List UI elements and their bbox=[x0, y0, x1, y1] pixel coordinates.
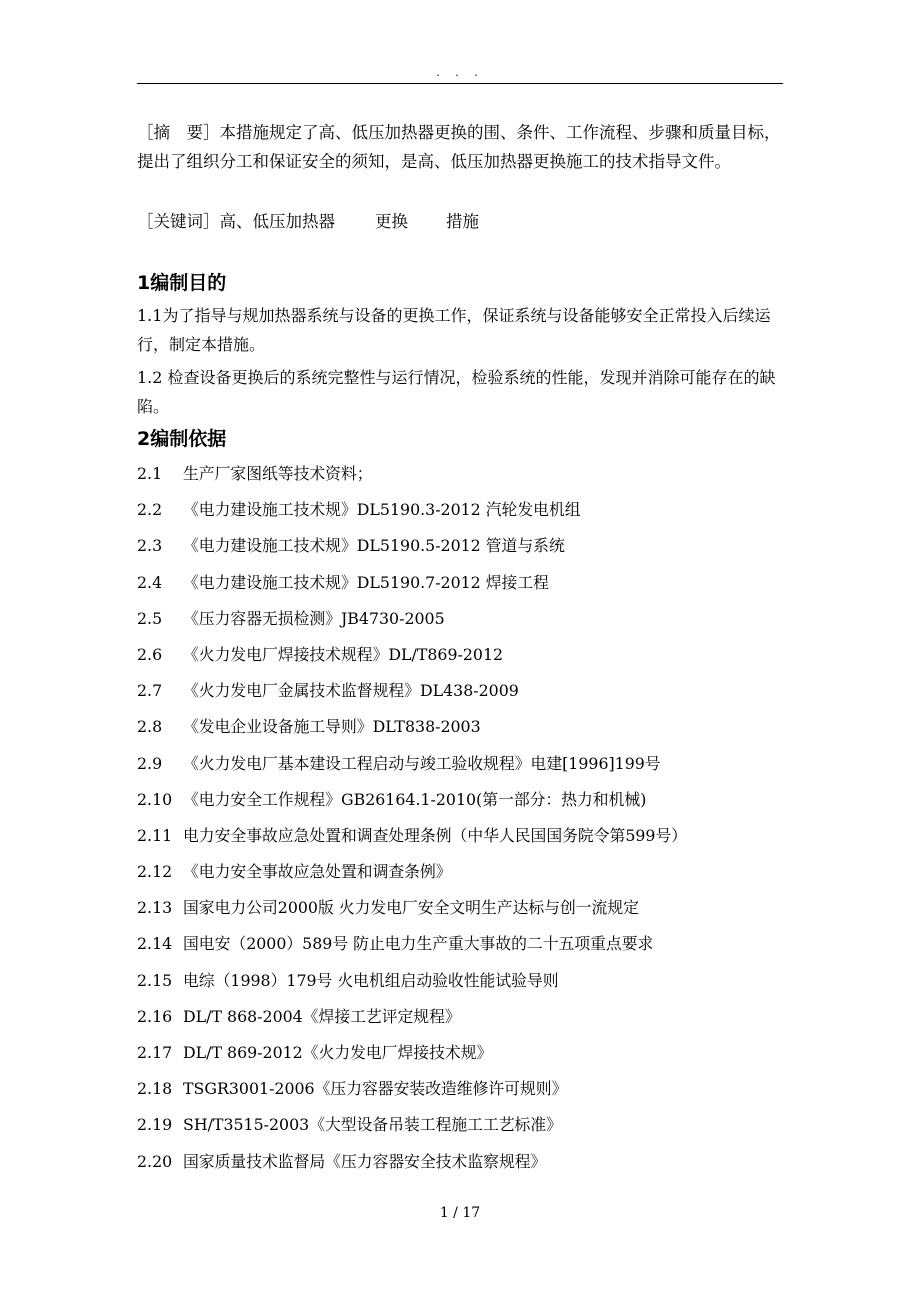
reference-number: 2.3 bbox=[137, 536, 163, 556]
reference-number: 2.15 bbox=[137, 970, 173, 990]
keywords-line bbox=[137, 207, 787, 236]
reference-text: 《火力发电厂焊接技术规程》DL/T869-2012 bbox=[183, 644, 504, 664]
reference-item bbox=[137, 565, 787, 601]
keyword-item: 措施 bbox=[446, 212, 479, 231]
reference-number: 2.19 bbox=[137, 1115, 173, 1135]
reference-item bbox=[137, 673, 787, 709]
section-heading-basis: 2编制依据 bbox=[137, 428, 227, 450]
reference-text: 《电力安全工作规程》GB26164.1-2010(第一部分：热力和机械) bbox=[183, 789, 647, 809]
reference-text: 电综（1998）179号 火电机组启动验收性能试验导则 bbox=[183, 970, 559, 990]
keyword-item: 更换 bbox=[375, 212, 408, 231]
header-dots: . . . bbox=[436, 66, 484, 79]
reference-number: 2.18 bbox=[137, 1079, 173, 1099]
reference-item bbox=[137, 492, 787, 528]
reference-number: 2.11 bbox=[137, 825, 173, 845]
reference-text: 《电力建设施工技术规》DL5190.7-2012 焊接工程 bbox=[183, 572, 549, 592]
reference-text: 电力安全事故应急处置和调查处理条例（中华人民国国务院令第599号） bbox=[183, 825, 688, 845]
reference-text: 国家电力公司2000版 火力发电厂安全文明生产达标与创一流规定 bbox=[183, 898, 639, 918]
reference-item bbox=[137, 818, 787, 854]
reference-item bbox=[137, 782, 787, 818]
reference-text: 《电力安全事故应急处置和调查条例》 bbox=[183, 862, 452, 882]
reference-item bbox=[137, 601, 787, 637]
reference-number: 2.20 bbox=[137, 1151, 173, 1171]
reference-text: 生产厂家图纸等技术资料； bbox=[183, 464, 373, 483]
reference-item bbox=[137, 637, 787, 673]
reference-number: 2.10 bbox=[137, 789, 173, 809]
reference-text: DL/T 868-2004《焊接工艺评定规程》 bbox=[183, 1006, 461, 1026]
purpose-item: 1.2 检查设备更换后的系统完整性与运行情况，检验系统的性能，发现并消除可能存在的缺陷。 bbox=[137, 368, 776, 416]
reference-text: TSGR3001-2006《压力容器安装改造维修许可规则》 bbox=[183, 1079, 568, 1099]
reference-text: 《发电企业设备施工导则》DLT838-2003 bbox=[183, 717, 481, 737]
reference-number: 2.12 bbox=[137, 862, 173, 882]
reference-item bbox=[137, 528, 787, 564]
reference-number: 2.6 bbox=[137, 644, 163, 664]
reference-text: 《电力建设施工技术规》DL5190.5-2012 管道与系统 bbox=[183, 536, 565, 556]
reference-item bbox=[137, 746, 787, 782]
reference-item bbox=[137, 1144, 787, 1180]
reference-number: 2.16 bbox=[137, 1006, 173, 1026]
reference-item bbox=[137, 854, 787, 890]
reference-number: 2.1 bbox=[137, 464, 163, 483]
reference-number: 2.14 bbox=[137, 934, 173, 954]
reference-item bbox=[137, 1071, 787, 1107]
reference-item bbox=[137, 1107, 787, 1143]
reference-text: 《火力发电厂金属技术监督规程》DL438-2009 bbox=[183, 681, 519, 701]
reference-number: 2.9 bbox=[137, 753, 163, 773]
reference-text: 《火力发电厂基本建设工程启动与竣工验收规程》电建[1996]199号 bbox=[183, 753, 661, 773]
reference-number: 2.4 bbox=[137, 572, 163, 592]
keywords-label: ［关键词］ bbox=[137, 212, 220, 231]
reference-text: 《电力建设施工技术规》DL5190.3-2012 汽轮发电机组 bbox=[183, 500, 581, 520]
header-rule bbox=[137, 83, 783, 84]
reference-text: 《压力容器无损检测》JB4730-2005 bbox=[183, 608, 445, 628]
reference-item bbox=[137, 890, 787, 926]
reference-item bbox=[137, 963, 787, 999]
reference-text: 国电安（2000）589号 防止电力生产重大事故的二十五项重点要求 bbox=[183, 934, 654, 954]
reference-number: 2.5 bbox=[137, 608, 163, 628]
reference-text: 国家质量技术监督局《压力容器安全技术监察规程》 bbox=[183, 1151, 547, 1171]
reference-item bbox=[137, 999, 787, 1035]
reference-item bbox=[137, 709, 787, 745]
reference-number: 2.17 bbox=[137, 1043, 173, 1062]
reference-number: 2.7 bbox=[137, 681, 163, 701]
reference-item bbox=[137, 1035, 787, 1071]
purpose-item: 1.1为了指导与规加热器系统与设备的更换工作，保证系统与设备能够安全正常投入后续运行，制定本措施。 bbox=[137, 306, 771, 354]
reference-list bbox=[137, 456, 787, 1180]
page-number: 1 / 17 bbox=[439, 1205, 481, 1221]
section-heading-purpose: 1编制目的 bbox=[137, 272, 227, 294]
reference-text: SH/T3515-2003《大型设备吊装工程施工工艺标准》 bbox=[183, 1115, 562, 1135]
keyword-item: 高、低压加热器 bbox=[219, 212, 335, 231]
abstract-paragraph: ［摘 要］本措施规定了高、低压加热器更换的围、条件、工作流程、步骤和质量目标，提出了组织分工和保证安全的须知，是高、低压加热器更换施工的技术指导文件。 bbox=[137, 123, 781, 171]
reference-item bbox=[137, 926, 787, 962]
reference-number: 2.2 bbox=[137, 500, 163, 520]
reference-number: 2.8 bbox=[137, 717, 163, 737]
reference-text: DL/T 869-2012《火力发电厂焊接技术规》 bbox=[183, 1043, 493, 1062]
reference-item bbox=[137, 456, 787, 492]
reference-number: 2.13 bbox=[137, 898, 173, 918]
